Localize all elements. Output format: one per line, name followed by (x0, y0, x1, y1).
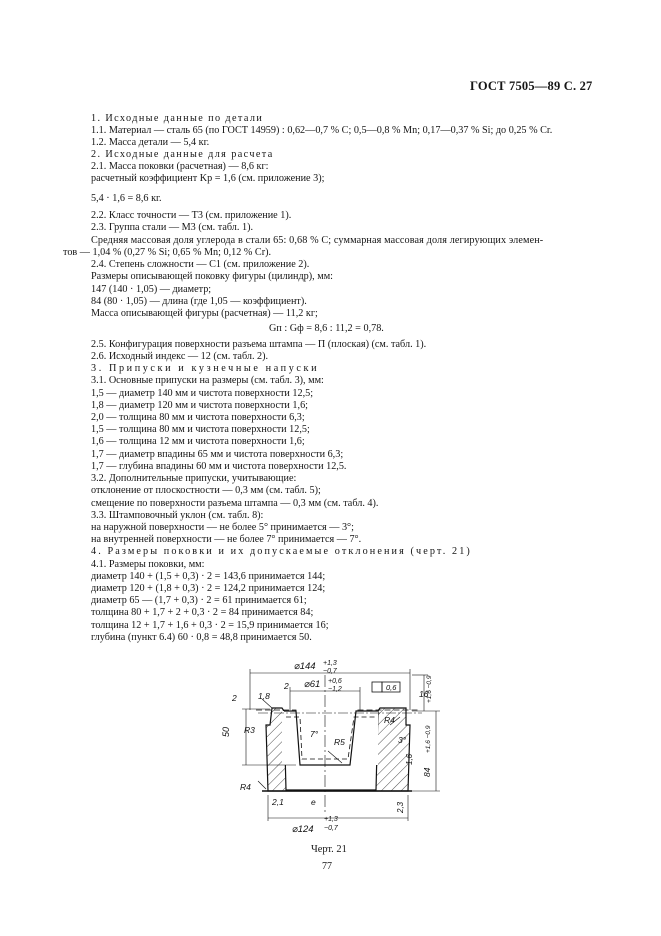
forging-drawing (200, 655, 440, 835)
text-line: 4.1. Размеры поковки, мм: (91, 559, 205, 570)
dim-18: 1,8 (258, 691, 270, 701)
text-line: 2,0 — толщина 80 мм и чистота поверхности 6,3; (91, 412, 305, 423)
dim-h50: 50 (221, 726, 231, 737)
section-heading-1: 1. Исходные данные по детали (91, 113, 264, 124)
text-line: 84 (80 · 1,05) — длина (где 1,05 — коэффициент). (91, 296, 307, 307)
text-line: 2.6. Исходный индекс — 12 (см. табл. 2). (91, 351, 269, 362)
section-heading-2: 2. Исходные данные для расчета (91, 149, 274, 160)
dim-d144-upper: +1,3 (323, 660, 337, 667)
text-line: тов — 1,04 % (0,27 % Si; 0,65 % Mn; 0,12 % Сr). (63, 247, 272, 258)
text-line: 1,6 — толщина 12 мм и чистота поверхности 1,6; (91, 436, 305, 447)
page-number: 77 (322, 861, 332, 872)
text-line: диаметр 120 + (1,8 + 0,3) · 2 = 124,2 принимается 124; (91, 583, 326, 594)
text-line: 2.2. Класс точности — Т3 (см. приложение 1). (91, 210, 292, 221)
dim-d61-lower: −1,2 (328, 686, 342, 693)
dim-d124-lower: −0,7 (324, 825, 338, 832)
dim-h84: 84 (422, 767, 432, 777)
dim-23: 2,3 (396, 801, 405, 813)
formula-line: 5,4 · 1,6 = 8,6 кг. (91, 193, 162, 204)
text-line: 1,5 — толщина 80 мм и чистота поверхности 12,5; (91, 424, 310, 435)
text-line: 2.4. Степень сложности — С1 (см. приложение 2). (91, 259, 310, 270)
text-line: диаметр 65 — (1,7 + 0,3) · 2 = 61 принимается 61; (91, 595, 307, 606)
text-line: Размеры описывающей поковку фигуры (цилиндр), мм: (91, 271, 333, 282)
dim-e: e (311, 797, 316, 807)
label-r5: R5 (334, 737, 345, 747)
dim-2-top: 2 (284, 681, 289, 691)
label-r4-bottom: R4 (240, 782, 251, 792)
dim-d124: ⌀124 (292, 824, 314, 835)
text-line: 1.1. Материал — сталь 65 (по ГОСТ 14959) : 0,62—0,7 % С; 0,5—0,8 % Mn; 0,17—0,37 % Si; до 0,25 % Сr. (91, 125, 553, 136)
text-line: 1,5 — диаметр 140 мм и чистота поверхности 12,5; (91, 388, 314, 399)
text-line: 2.3. Группа стали — М3 (см. табл. 1). (91, 222, 254, 233)
text-line: глубина (пункт 6.4) 60 · 0,8 = 48,8 принимается 50. (91, 632, 312, 643)
text-line: 147 (140 · 1,05) — диаметр; (91, 284, 212, 295)
text-line: на наружной поверхности — не более 5° принимается — 3°; (91, 522, 354, 533)
text-line: 1,7 — диаметр впадины 65 мм и чистота поверхности 6,3; (91, 449, 344, 460)
text-line: 1,7 — глубина впадины 60 мм и чистота поверхности 12,5. (91, 461, 347, 472)
text-line: 1,8 — диаметр 120 мм и чистота поверхности 1,6; (91, 400, 308, 411)
dim-d124-upper: +1,3 (324, 816, 338, 823)
text-line: смещение по поверхности разъема штампа — 0,3 мм (см. табл. 4). (91, 498, 379, 509)
dim-d61: ⌀61 (304, 679, 321, 690)
label-angle-7: 7° (310, 729, 319, 739)
text-line: 3.1. Основные припуски на размеры (см. табл. 3), мм: (91, 375, 324, 386)
label-r4-top: R4 (384, 715, 395, 725)
dim-16-side: 1,6 (405, 753, 414, 765)
flatness-symbol (372, 682, 382, 692)
text-line: Средняя массовая доля углерода в стали 65: 0,68 % С; суммарная массовая доля легирующих элемен- (91, 235, 544, 246)
text-line: расчетный коэффициент Kр = 1,6 (см. приложение 3); (91, 173, 325, 184)
text-line: отклонение от плоскостности — 0,3 мм (см. табл. 5); (91, 485, 321, 496)
section-heading-4: 4. Размеры поковки и их допускаемые отклонения (черт. 21) (91, 546, 472, 557)
dim-21: 2,1 (272, 797, 284, 807)
dim-d144-lower: −0,7 (323, 668, 337, 675)
dim-h16-tol: +1,6 −0,9 (426, 675, 433, 703)
dim-d61-upper: +0,6 (328, 678, 342, 685)
text-line: 3.2. Дополнительные припуски, учитывающие: (91, 473, 297, 484)
text-line: 2.5. Конфигурация поверхности разъема штампа — П (плоская) (см. табл. 1). (91, 339, 427, 350)
dim-d144: ⌀144 (294, 661, 316, 672)
text-line: Масса описывающей фигуры (расчетная) — 11,2 кг; (91, 308, 318, 319)
text-line: 3.3. Штамповочный уклон (см. табл. 8): (91, 510, 264, 521)
dim-flatness: 0,6 (386, 683, 397, 692)
formula-line: Gп : Gф = 8,6 : 11,2 = 0,78. (269, 323, 384, 334)
label-r3: R3 (244, 725, 255, 735)
section-heading-3: 3. Припуски и кузнечные напуски (91, 363, 320, 374)
dim-h16: 16 (419, 689, 429, 699)
text-line: 2.1. Масса поковки (расчетная) — 8,6 кг: (91, 161, 269, 172)
text-line: диаметр 140 + (1,5 + 0,3) · 2 = 143,6 принимается 144; (91, 571, 326, 582)
dim-h84-tol: +1,6 −0,9 (425, 725, 432, 753)
text-line: 1.2. Масса детали — 5,4 кг. (91, 137, 210, 148)
dim-2-left: 2 (232, 693, 237, 703)
text-line: на внутренней поверхности — не более 7° принимается — 7°. (91, 534, 362, 545)
figure-caption: Черт. 21 (311, 844, 347, 855)
text-line: толщина 12 + 1,7 + 1,6 + 0,3 · 2 = 15,9 принимается 16; (91, 620, 329, 631)
label-angle-3: 3° (398, 735, 407, 745)
page-header: ГОСТ 7505—89 С. 27 (470, 79, 593, 93)
text-line: толщина 80 + 1,7 + 2 + 0,3 · 2 = 84 принимается 84; (91, 607, 314, 618)
